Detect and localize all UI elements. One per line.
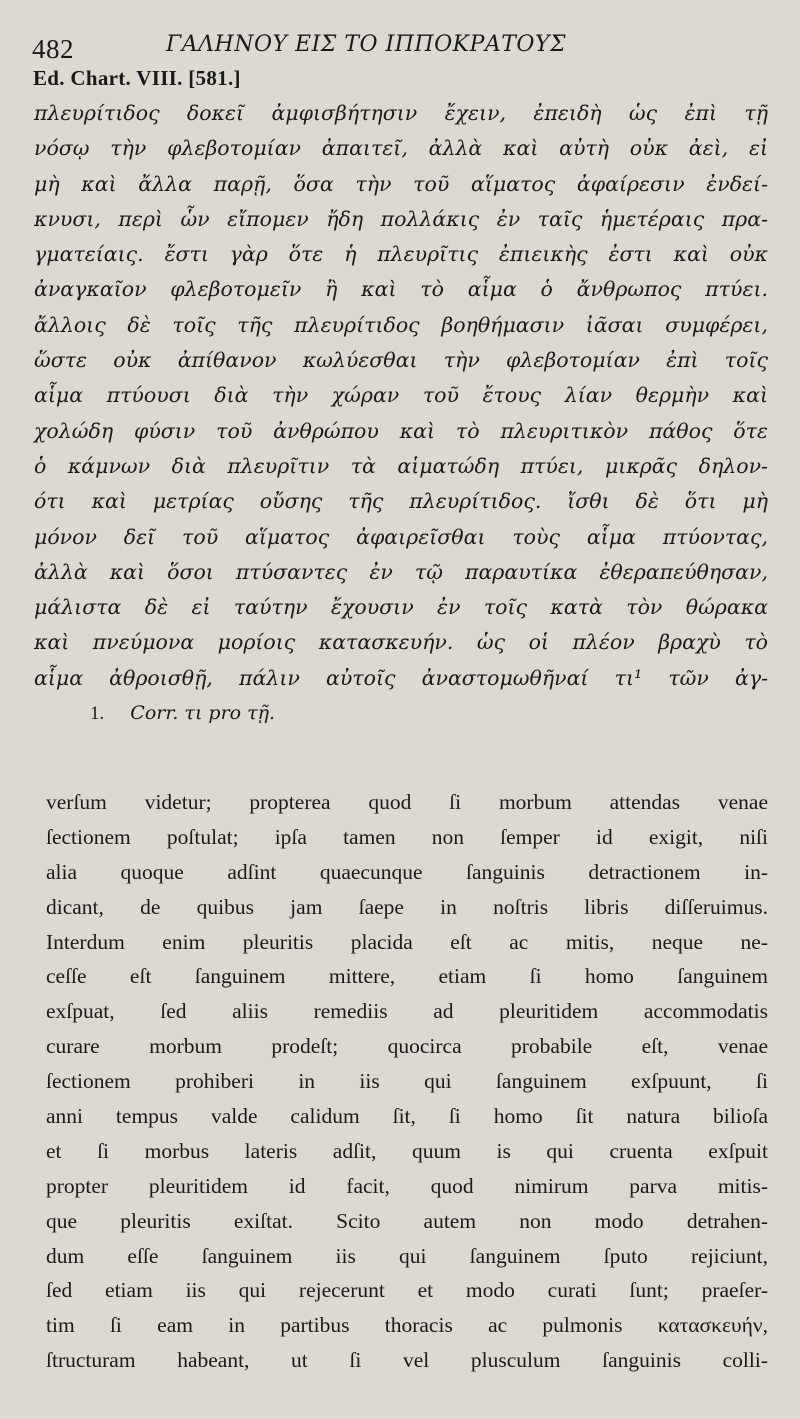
latin-text-block [46,785,768,1378]
greek-line: αἷμα ἀθροισθῇ, πάλιν αὐτοῖς ἀναστομωθῆναί τι¹ τῶν ἀγ- [34,665,768,690]
latin-line: dicant, de quibus jam ſaepe in noſtris libris diſſeruimus. [46,894,768,919]
greek-line: ὥστε οὐκ ἀπίθανον κωλύεσθαι τὴν φλεβοτομίαν ἐπὶ τοῖς [34,348,768,373]
latin-line: propter pleuritidem id facit, quod nimirum parva mitis- [46,1173,768,1198]
running-title: ΓΑΛΗΝΟΥ ΕΙΣ ΤΟ ΙΠΠΟΚΡΑΤΟΥΣ [166,32,567,57]
latin-line: alia quoque adſint quaecunque ſanguinis detractionem in- [46,859,768,884]
latin-line: Interdum enim pleuritis placida eſt ac mitis, neque ne- [46,929,768,954]
latin-line: ceſſe eſt ſanguinem mittere, etiam ſi homo ſanguinem [46,964,768,989]
latin-line: dum eſſe ſanguinem iis qui ſanguinem ſputo rejiciunt, [46,1243,768,1268]
latin-line: et ſi morbus lateris adſit, quum is qui cruenta exſpuit [46,1138,768,1163]
footnote-text: Corr. τι pro τῇ. [130,702,276,724]
greek-line: χολώδη φύσιν τοῦ ἀνθρώπου καὶ τὸ πλευριτικὸν πάθος ὅτε [34,418,768,443]
page-header [32,30,772,70]
footnote-number: 1. [90,703,105,724]
latin-line: ſed etiam iis qui rejecerunt et modo curati ſunt; praeſer- [46,1278,768,1303]
greek-line: πλευρίτιδος δοκεῖ ἀμφισβήτησιν ἔχειν, ἐπειδὴ ὡς ἐπὶ τῇ [34,101,768,125]
greek-line: μόνον δεῖ τοῦ αἵματος ἀφαιρεῖσθαι τοὺς αἷμα πτύοντας, [34,524,768,549]
latin-line: que pleuritis exiſtat. Scito autem non modo detrahen- [46,1208,768,1233]
greek-line: κνυσι, περὶ ὧν εἴπομεν ἤδη πολλάκις ἐν ταῖς ἡμετέραις πρα- [34,206,768,231]
latin-line: anni tempus valde calidum ſit, ſi homo ſit natura bilioſa [46,1104,768,1129]
footnote [90,702,275,725]
greek-line: μὴ καὶ ἄλλα παρῇ, ὅσα τὴν τοῦ αἵματος ἀφαίρεσιν ἐνδεί- [34,171,768,196]
page-number: 482 [32,34,74,64]
latin-line: ſtructuram habeant, ut ſi vel plusculum ſanguinis colli- [46,1348,768,1373]
edition-reference: Ed. Chart. VIII. [581.] [33,66,241,90]
latin-line: verſum videtur; propterea quod ſi morbum attendas venae [46,790,768,814]
greek-line: μάλιστα δὲ εἰ ταύτην ἔχουσιν ἐν τοῖς κατὰ τὸν θώρακα [34,595,768,620]
greek-line: ἀναγκαῖον φλεβοτομεῖν ἢ καὶ τὸ αἷμα ὁ ἄνθρωπος πτύει. [34,277,768,302]
latin-line: curare morbum prodeſt; quocirca probabile eſt, venae [46,1034,768,1059]
greek-line: ὁ κάμνων διὰ πλευρῖτιν τὰ αἱματώδη πτύει, μικρᾶς δηλον- [34,453,768,478]
greek-text-block [34,96,768,696]
latin-line: exſpuat, ſed aliis remediis ad pleuritidem accommodatis [46,999,768,1024]
greek-line: ἄλλοις δὲ τοῖς τῆς πλευρίτιδος βοηθήμασιν ἰᾶσαι συμφέρει, [34,312,768,337]
greek-line: καὶ πνεύμονα μορίοις κατασκευήν. ὡς οἱ πλέον βραχὺ τὸ [34,630,768,655]
greek-line: ἀλλὰ καὶ ὅσοι πτύσαντες ἐν τῷ παραυτίκα ἐθεραπεύθησαν, [34,559,768,584]
greek-line: νόσῳ τὴν φλεβοτομίαν ἀπαιτεῖ, ἀλλὰ καὶ αὐτὴ οὐκ ἀεὶ, εἰ [34,136,768,161]
latin-line: ſectionem poſtulat; ipſa tamen non ſemper id exigit, niſi [46,824,768,849]
greek-line: γματείαις. ἔστι γὰρ ὅτε ἡ πλευρῖτις ἐπιεικὴς ἐστι καὶ οὐκ [34,242,768,267]
greek-line: ότι καὶ μετρίας οὔσης τῆς πλευρίτιδος. ἴσθι δὲ ὅτι μὴ [34,489,768,514]
greek-line: αἷμα πτύουσι διὰ τὴν χώραν τοῦ ἔτους λίαν θερμὴν καὶ [34,383,768,408]
latin-line: ſectionem prohiberi in iis qui ſanguinem exſpuunt, ſi [46,1069,768,1094]
latin-line: tim ſi eam in partibus thoracis ac pulmonis κατασκευήν, [46,1313,768,1338]
